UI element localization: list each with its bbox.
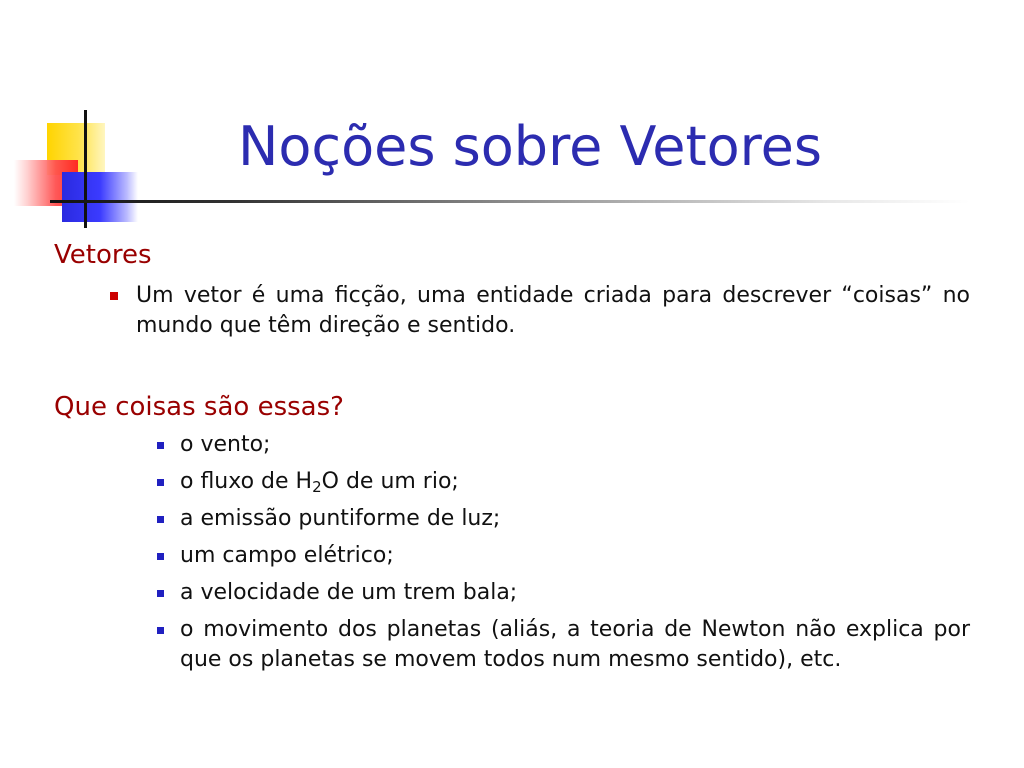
vertical-rule (84, 110, 87, 228)
title-underline-rule (50, 200, 970, 203)
blue-square-bullet-icon (157, 627, 164, 634)
list-item-text: o movimento dos planetas (aliás, a teoria de Newton não explica por que os planetas se movem todos num mesmo sentido), etc. (180, 617, 970, 672)
definition-text: Um vetor é uma ficção, uma entidade criada para descrever “coisas” no mundo que têm direção e sentido. (136, 283, 970, 338)
blue-square-bullet-icon (157, 516, 164, 523)
red-square-bullet-icon (110, 292, 118, 300)
list-item (155, 541, 970, 571)
definition-bullet (110, 281, 970, 341)
list-item (155, 504, 970, 534)
slide-title: Noções sobre Vetores (237, 115, 823, 178)
section-heading-vetores: Vetores (54, 240, 152, 270)
formula-prefix: o fluxo de H (180, 469, 313, 494)
blue-square-decoration (62, 172, 138, 222)
list-item (155, 615, 970, 675)
list-item-text: a velocidade de um trem bala; (180, 580, 518, 605)
list-item-text: a emissão puntiforme de luz; (180, 506, 501, 531)
blue-square-bullet-icon (157, 479, 164, 486)
blue-square-bullet-icon (157, 553, 164, 560)
list-item (155, 430, 970, 460)
list-item-text (180, 467, 970, 497)
list-item-text: o vento; (180, 432, 271, 457)
formula-subscript: 2 (312, 478, 322, 496)
list-item (155, 578, 970, 608)
list-item (155, 467, 970, 497)
section-heading-que-coisas: Que coisas são essas? (54, 392, 344, 422)
blue-square-bullet-icon (157, 590, 164, 597)
examples-list (155, 430, 970, 682)
blue-square-bullet-icon (157, 442, 164, 449)
list-item-text: um campo elétrico; (180, 543, 394, 568)
formula-suffix: O de um rio; (321, 469, 459, 494)
